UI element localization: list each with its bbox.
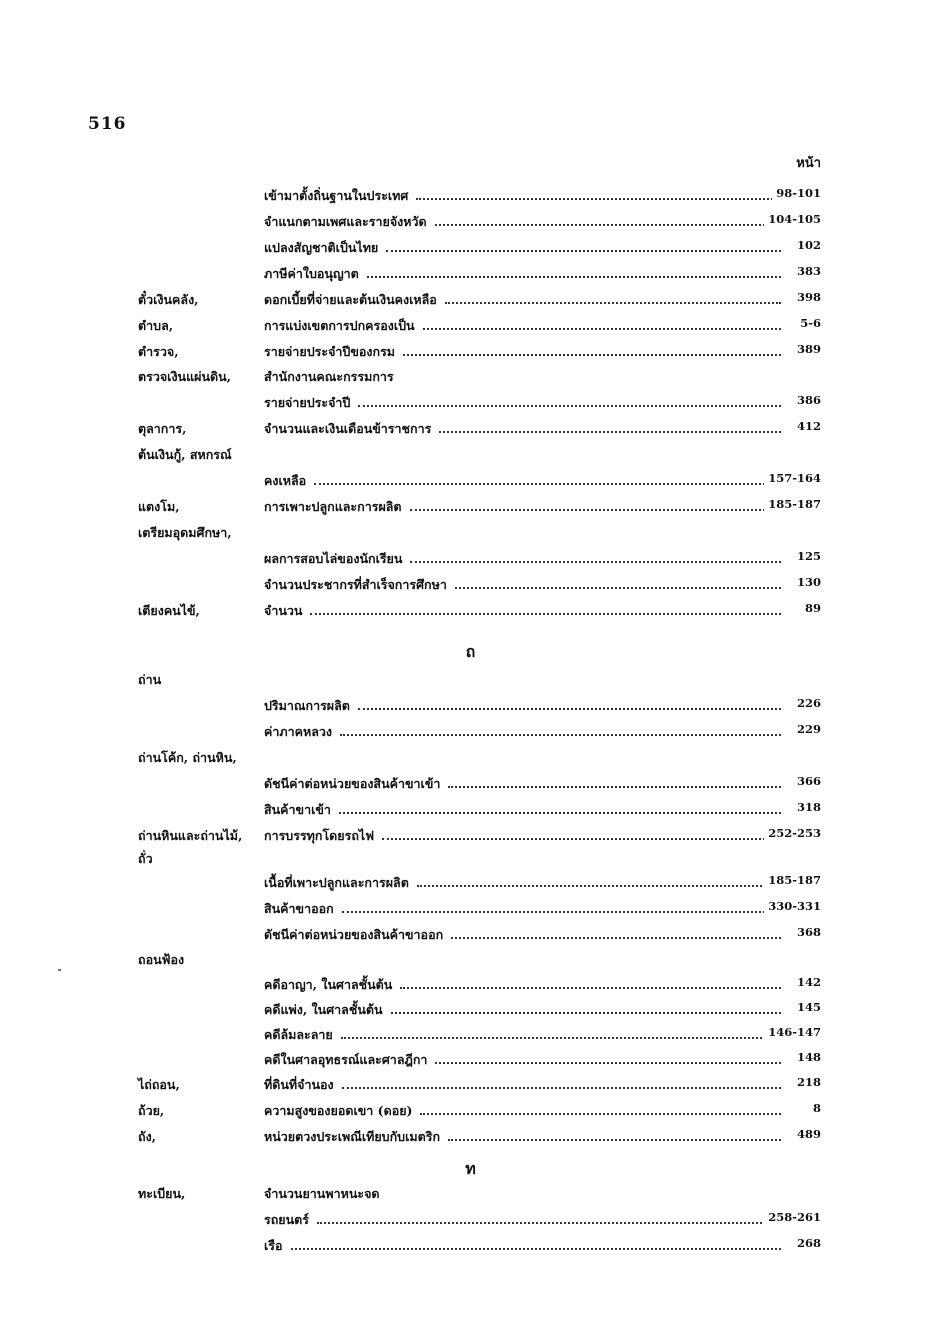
dot-leader [435, 218, 781, 226]
page-reference: 185-187 [764, 497, 821, 511]
page-reference: 489 [793, 1127, 821, 1141]
index-entry [0, 471, 941, 495]
index-entry [0, 1101, 941, 1125]
index-subheading: คดีอาญา, ในศาลชั้นต้น [264, 975, 398, 995]
page-reference: 145 [793, 1000, 821, 1014]
index-subheading: การเพาะปลูกและการผลิต [264, 497, 408, 517]
index-entry [0, 950, 941, 974]
index-subheading: สินค้าขาเข้า [264, 800, 337, 820]
index-subheading: จำนวนประชากรที่สำเร็จการศึกษา [264, 575, 453, 595]
page-reference: 252-253 [764, 826, 821, 840]
index-entry [0, 774, 941, 798]
index-heading: ตำบล, [138, 318, 174, 333]
index-entry [0, 1184, 941, 1208]
index-subheading: หน่วยตวงประเพณีเทียบกับเมตริก [264, 1127, 446, 1147]
section-letter: ถ [465, 642, 476, 661]
dot-leader [340, 728, 781, 736]
index-entry [0, 800, 941, 824]
index-subheading: ผลการสอบไล่ของนักเรียน [264, 549, 408, 569]
page-reference: 386 [793, 393, 821, 407]
index-entry [0, 264, 941, 288]
index-subheading: จำนวน [264, 601, 308, 621]
index-heading: ตรวจเงินแผ่นดิน, [138, 369, 232, 384]
index-heading: แตงโม, [138, 499, 180, 514]
dot-leader [417, 879, 781, 887]
index-entry [0, 393, 941, 417]
index-heading: ตุลาการ, [138, 421, 187, 436]
index-subheading: ดัชนีค่าต่อหน่วยของสินค้าขาออก [264, 925, 449, 945]
dot-leader [451, 931, 781, 939]
index-heading: ไถ่ถอน, [138, 1077, 180, 1092]
dot-leader [455, 581, 781, 589]
dot-leader [439, 425, 781, 433]
page-reference: 142 [793, 975, 821, 989]
dot-leader [448, 1133, 781, 1141]
page-reference: 383 [793, 264, 821, 278]
index-entry [0, 873, 941, 897]
dot-leader [382, 832, 781, 840]
page-reference: 318 [793, 800, 821, 814]
index-subheading: ภาษีค่าใบอนุญาต [264, 264, 365, 284]
page-reference: 226 [793, 696, 821, 710]
index-subheading: จำนวนและเงินเดือนข้าราชการ [264, 419, 437, 439]
index-subheading: ค่าภาคหลวง [264, 722, 338, 742]
index-entry [0, 445, 941, 469]
index-heading: ถัง, [138, 1129, 157, 1144]
index-subheading: การแบ่งเขตการปกครองเป็น [264, 316, 421, 336]
index-subheading: การบรรทุกโดยรถไฟ [264, 826, 380, 846]
index-entry [0, 925, 941, 949]
page-reference: 330-331 [764, 899, 821, 913]
index-subheading: สำนักงานคณะกรรมการ [264, 367, 400, 387]
index-entry [0, 316, 941, 340]
section-letter: ท [465, 1159, 476, 1178]
index-subheading: สินค้าขาออก [264, 899, 340, 919]
dot-leader [435, 1056, 781, 1064]
index-subheading: เรือ [264, 1236, 289, 1256]
index-subheading: คงเหลือ [264, 471, 312, 491]
index-subheading: รายจ่ายประจำปีของกรม [264, 342, 401, 362]
page-reference: 89 [801, 601, 821, 615]
index-subheading: ปริมาณการผลิต [264, 696, 356, 716]
index-entry [0, 975, 941, 999]
scan-mark [58, 969, 61, 971]
index-heading: ถอนฟ้อง [138, 952, 185, 967]
dot-leader [410, 555, 781, 563]
index-subheading: เนื้อที่เพาะปลูกและการผลิต [264, 873, 415, 893]
index-heading: ตำรวจ, [138, 344, 179, 359]
index-subheading: จำแนกตามเพศและรายจังหวัด [264, 212, 433, 232]
page-reference: 412 [793, 419, 821, 433]
dot-leader [358, 702, 781, 710]
index-subheading: คดีในศาลอุทธรณ์และศาลฎีกา [264, 1050, 433, 1070]
page-column-header: หน้า [796, 156, 821, 171]
index-entry [0, 575, 941, 599]
index-entry [0, 1025, 941, 1049]
page-reference: 146-147 [764, 1025, 821, 1039]
dot-leader [291, 1242, 781, 1250]
index-subheading: แปลงสัญชาติเป็นไทย [264, 238, 384, 258]
index-entry [0, 849, 941, 873]
dot-leader [400, 981, 781, 989]
page-reference: 218 [793, 1075, 821, 1089]
index-heading: ทะเบียน, [138, 1186, 186, 1201]
index-entry [0, 549, 941, 573]
index-entry [0, 419, 941, 443]
page-reference: 398 [793, 290, 821, 304]
page-number: 516 [88, 114, 127, 134]
page-reference: 5-6 [796, 316, 821, 330]
index-entry [0, 1127, 941, 1151]
index-heading: ถ้วย, [138, 1103, 165, 1118]
page-reference: 157-164 [764, 471, 821, 485]
dot-leader [445, 296, 781, 304]
index-entry [0, 1236, 941, 1260]
index-entry [0, 290, 941, 314]
page-reference: 125 [793, 549, 821, 563]
index-heading: ถ่านโค้ก, ถ่านหิน, [138, 750, 237, 765]
index-entry [0, 497, 941, 521]
dot-leader [317, 1216, 781, 1224]
index-heading: ถั่ว [138, 851, 153, 866]
page-reference: 268 [793, 1236, 821, 1250]
index-subheading: รถยนตร์ [264, 1210, 315, 1230]
page-reference: 104-105 [764, 212, 821, 226]
index-entry [0, 696, 941, 720]
index-heading: ถ่าน [138, 672, 162, 687]
dot-leader [448, 780, 781, 788]
dot-leader [341, 1031, 781, 1039]
dot-leader [342, 1081, 781, 1089]
dot-leader [420, 1107, 781, 1115]
index-entry [0, 523, 941, 547]
index-entry [0, 1075, 941, 1099]
dot-leader [342, 905, 781, 913]
index-entry [0, 670, 941, 694]
index-subheading: คดีแพ่ง, ในศาลชั้นต้น [264, 1000, 389, 1020]
index-entry [0, 212, 941, 236]
page-reference: 366 [793, 774, 821, 788]
dot-leader [416, 192, 781, 200]
page-reference: 130 [793, 575, 821, 589]
index-entry [0, 1210, 941, 1234]
index-entry [0, 722, 941, 746]
index-subheading: ความสูงของยอดเขา (ดอย) [264, 1101, 418, 1121]
dot-leader [386, 244, 781, 252]
page-reference: 185-187 [764, 873, 821, 887]
index-entry [0, 899, 941, 923]
dot-leader [367, 270, 781, 278]
dot-leader [423, 322, 781, 330]
index-entry [0, 601, 941, 625]
index-entry [0, 367, 941, 391]
page-reference: 389 [793, 342, 821, 356]
page-reference: 8 [809, 1101, 821, 1115]
page-reference: 98-101 [772, 186, 821, 200]
index-entry [0, 826, 941, 850]
index-entry [0, 1050, 941, 1074]
dot-leader [339, 806, 781, 814]
dot-leader [410, 503, 781, 511]
page-reference: 148 [793, 1050, 821, 1064]
index-entry [0, 186, 941, 210]
index-subheading: ที่ดินที่จำนอง [264, 1075, 340, 1095]
dot-leader [358, 399, 781, 407]
index-entry [0, 342, 941, 366]
page-reference: 258-261 [764, 1210, 821, 1224]
index-heading: เตียงคนไข้, [138, 603, 200, 618]
dot-leader [403, 348, 781, 356]
index-heading: ตั๋วเงินคลัง, [138, 292, 199, 307]
index-subheading: เข้ามาตั้งถิ่นฐานในประเทศ [264, 186, 414, 206]
index-subheading: ดัชนีค่าต่อหน่วยของสินค้าขาเข้า [264, 774, 446, 794]
dot-leader [391, 1006, 781, 1014]
index-heading: ถ่านหินและถ่านไม้, [138, 828, 243, 843]
index-entry [0, 748, 941, 772]
page-reference: 102 [793, 238, 821, 252]
index-subheading: คดีล้มละลาย [264, 1025, 339, 1045]
index-subheading: ดอกเบี้ยที่จ่ายและต้นเงินคงเหลือ [264, 290, 443, 310]
index-entry [0, 238, 941, 262]
dot-leader [314, 477, 781, 485]
index-heading: ต้นเงินกู้, สหกรณ์ [138, 447, 232, 462]
dot-leader [310, 607, 781, 615]
page-reference: 229 [793, 722, 821, 736]
page-reference: 368 [793, 925, 821, 939]
index-subheading: รายจ่ายประจำปี [264, 393, 356, 413]
index-subheading: จำนวนยานพาหนะจด [264, 1184, 386, 1204]
index-heading: เตรียมอุดมศึกษา, [138, 525, 232, 540]
index-entry [0, 1000, 941, 1024]
